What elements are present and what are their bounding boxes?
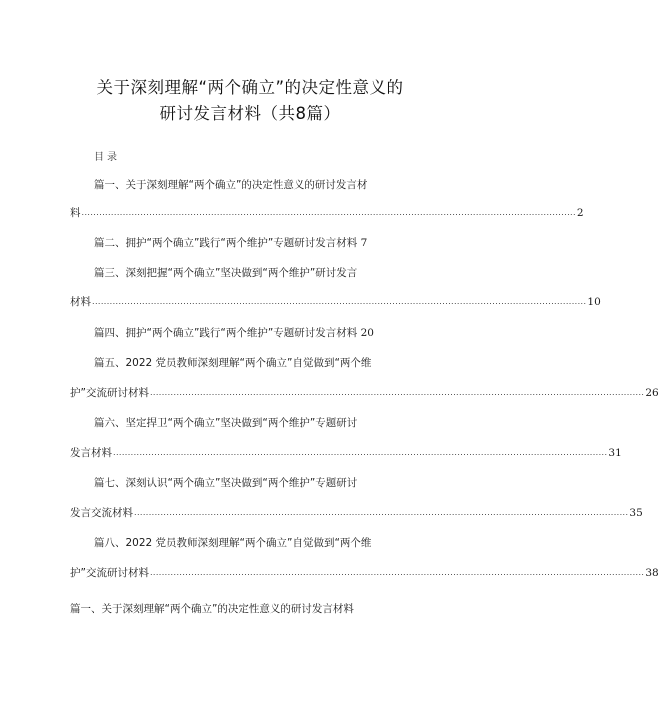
toc-entry-6-page: 31	[608, 447, 622, 459]
dot-leader: ........................................................................................................................................................................	[149, 388, 645, 397]
section-heading: 篇一、关于深刻理解“两个确立”的决定性意义的研讨发言材料	[70, 603, 354, 615]
toc-entry-8-page: 38	[645, 567, 659, 579]
dot-leader: ........................................................................................................................................................................	[113, 448, 608, 457]
toc-entry-7-leader[interactable]	[70, 506, 643, 520]
toc-entry-1-page: 2	[576, 207, 584, 219]
toc-entry-8-line-1[interactable]: 篇八、2022 党员教师深刻理解“两个确立”自觉做到“两个维	[94, 537, 372, 549]
dot-leader: ........................................................................................................................................................................	[92, 297, 587, 306]
toc-entry-1-line-2: 料	[70, 207, 81, 219]
toc-entry-1-line-1[interactable]: 篇一、关于深刻理解“两个确立”的决定性意义的研讨发言材	[94, 179, 368, 191]
dot-leader: ........................................................................................................................................................................	[134, 508, 629, 517]
toc-entry-3-page: 10	[587, 296, 601, 308]
toc-entry-6-line-2: 发言材料	[70, 447, 112, 459]
toc-entry-7-line-2: 发言交流材料	[70, 507, 133, 519]
dot-leader: ........................................................................................................................................................................	[81, 208, 576, 217]
document-title-line-1: 关于深刻理解“两个确立”的决定性意义的	[96, 78, 404, 97]
toc-entry-7-line-1[interactable]: 篇七、深刻认识“两个确立”坚决做到“两个维护”专题研讨	[94, 477, 358, 489]
toc-entry-2-page: 7	[360, 237, 368, 249]
toc-entry-5-line-2: 护”交流研讨材料	[70, 387, 149, 399]
toc-entry-8-line-2: 护”交流研讨材料	[70, 567, 149, 579]
toc-entry-6-leader[interactable]	[70, 446, 622, 460]
toc-entry-4[interactable]	[94, 326, 374, 340]
toc-entry-5-page: 26	[645, 387, 659, 399]
dot-leader: ........................................................................................................................................................................	[149, 568, 645, 577]
toc-entry-2-text: 篇二、拥护“两个确立”践行“两个维护”专题研讨发言材料	[94, 237, 358, 249]
toc-entry-1-leader[interactable]	[70, 206, 584, 220]
toc-entry-7-page: 35	[629, 507, 643, 519]
toc-entry-5-leader[interactable]	[70, 386, 659, 400]
toc-entry-3-line-2: 材料	[70, 296, 91, 308]
toc-entry-3-leader[interactable]	[70, 295, 601, 309]
toc-entry-8-leader[interactable]	[70, 566, 659, 580]
document-title-line-2: 研讨发言材料（共8篇）	[159, 104, 341, 123]
toc-entry-4-page: 20	[360, 327, 374, 339]
toc-heading: 目录	[94, 152, 120, 163]
toc-entry-3-line-1[interactable]: 篇三、深刻把握“两个确立”坚决做到“两个维护”研讨发言	[94, 267, 358, 279]
toc-entry-5-line-1[interactable]: 篇五、2022 党员教师深刻理解“两个确立”自觉做到“两个维	[94, 357, 372, 369]
toc-entry-4-text: 篇四、拥护“两个确立”践行“两个维护”专题研讨发言材料	[94, 327, 358, 339]
toc-entry-2[interactable]	[94, 236, 367, 250]
toc-entry-6-line-1[interactable]: 篇六、坚定捍卫“两个确立”坚决做到“两个维护”专题研讨	[94, 417, 358, 429]
